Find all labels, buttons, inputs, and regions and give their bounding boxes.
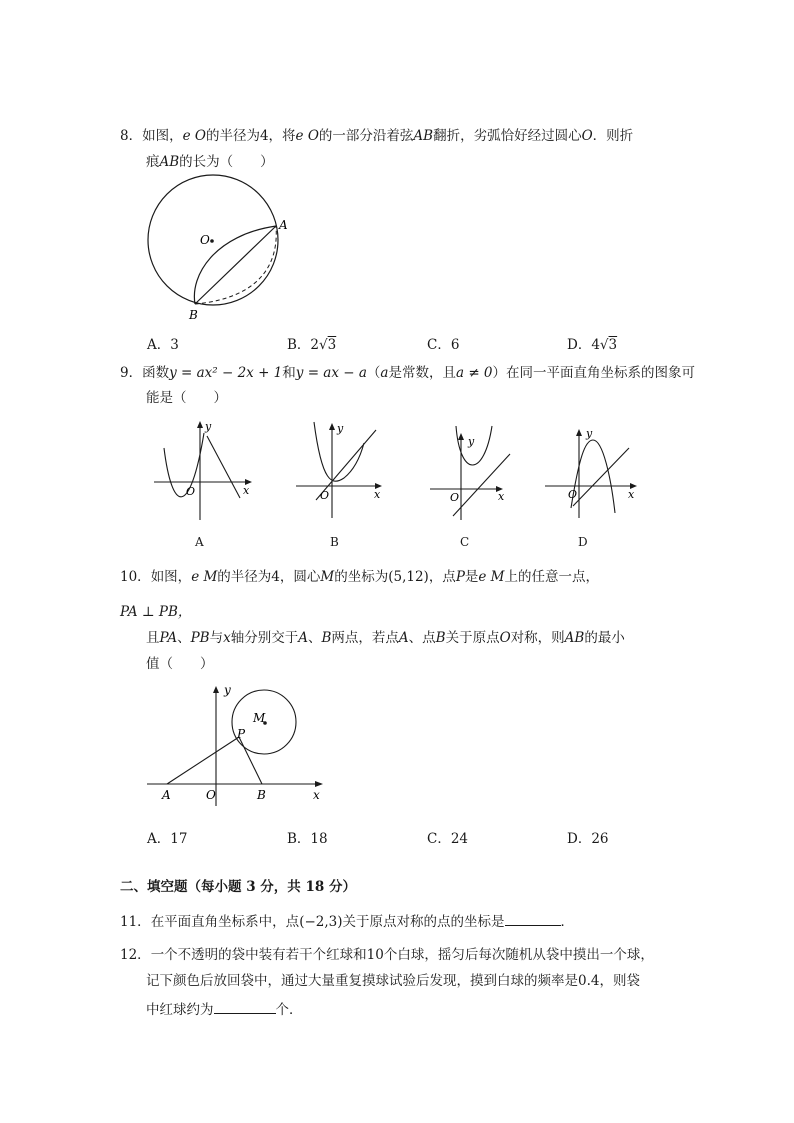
svg-text:O: O	[206, 788, 216, 802]
q10-choice-c[interactable]: C．24	[427, 831, 469, 847]
svg-text:y: y	[337, 422, 344, 435]
svg-text:A: A	[162, 788, 171, 802]
q10-choice-b[interactable]: B．18	[287, 831, 328, 847]
svg-text:x: x	[628, 488, 635, 501]
q9-line1: 9．函数y = ax² − 2x + 1和y = ax − a（a是常数，且a ≠ 0）在同一平面直角坐标系的图象可	[120, 365, 696, 381]
q9-label-c: C	[460, 535, 470, 549]
q8-choice-d[interactable]: D．4√3	[567, 337, 618, 353]
q8-number: 8．	[120, 128, 143, 144]
q10-line3: 且PA、PB与x轴分别交于A、B两点，若点A、点B关于原点O对称，则AB的最小	[146, 630, 625, 646]
svg-text:y: y	[205, 420, 212, 433]
q9-graph-a[interactable]	[152, 418, 254, 522]
q10-choice-a[interactable]: A．17	[147, 831, 188, 847]
q8-line1: 8．如图，e O的半径为4，将e O的一部分沿着弦AB翻折，劣弧恰好经过圆心O．则折	[120, 128, 634, 144]
svg-text:x: x	[243, 484, 250, 497]
q10-segment-pa	[167, 737, 239, 784]
q10-choice-d[interactable]: D．26	[567, 831, 609, 847]
svg-text:O: O	[320, 489, 330, 502]
q9-line2: 能是（ ）	[146, 390, 227, 406]
q8-line2: 痕AB的长为（ ）	[146, 154, 274, 170]
sqrt-icon: √3	[599, 337, 618, 353]
q8-figure	[140, 180, 300, 325]
svg-text:y: y	[224, 683, 231, 697]
q9-graph-c[interactable]	[428, 418, 530, 522]
svg-text:y: y	[586, 427, 593, 440]
q10-line1: 10．如图，e M的半径为4，圆心M的坐标为(5,12)，点P是e M上的任意一点，	[120, 569, 600, 585]
q8-center-dot	[210, 239, 214, 243]
q12-line3: 中红球约为 个．	[146, 999, 303, 1019]
q8-choice-c[interactable]: C．6	[427, 337, 460, 353]
q10-figure	[145, 680, 330, 808]
q8-label-a: A	[279, 218, 288, 232]
q10-number: 10．	[120, 569, 151, 585]
svg-text:O: O	[186, 485, 196, 498]
q12-number: 12．	[120, 947, 151, 963]
q12-line1: 12．一个不透明的袋中装有若干个红球和10个白球，摇匀后每次随机从袋中摸出一个球，	[120, 947, 654, 963]
q11-answer-blank[interactable]	[505, 911, 561, 926]
q9-label-d: D	[578, 535, 588, 549]
sqrt-icon: √3	[319, 337, 337, 353]
svg-text:O: O	[450, 491, 460, 504]
q10-segment-pb	[239, 737, 262, 784]
q9-label-b: B	[330, 535, 339, 549]
svg-text:O: O	[568, 488, 578, 501]
q9-number: 9．	[120, 365, 143, 381]
svg-text:x: x	[498, 490, 505, 503]
svg-text:P: P	[237, 727, 246, 741]
q8-label-o: O	[200, 233, 210, 247]
q8-label-b: B	[189, 308, 198, 322]
svg-text:M: M	[253, 711, 266, 725]
q11-line1: 11．在平面直角坐标系中，点(−2,3)关于原点对称的点的坐标是 ．	[120, 911, 574, 931]
q8-choice-b[interactable]: B．2√3	[287, 337, 337, 353]
section-2-title: 二、填空题（每小题 3 分，共 18 分）	[120, 879, 356, 895]
q8-choice-a[interactable]: A．3	[147, 337, 179, 353]
q12-answer-blank[interactable]	[214, 999, 276, 1014]
svg-text:B: B	[257, 788, 266, 802]
q9-graph-d[interactable]	[543, 418, 645, 522]
q11-number: 11．	[120, 914, 151, 930]
q12-line2: 记下颜色后放回袋中，通过大量重复摸球试验后发现，摸到白球的频率是0.4，则袋	[146, 973, 640, 989]
q10-line2: PA ⊥ PB，	[120, 604, 192, 620]
q9-graph-b[interactable]	[294, 418, 396, 522]
q10-line4: 值（ ）	[146, 656, 214, 672]
svg-text:x: x	[374, 488, 381, 501]
svg-text:x: x	[313, 788, 320, 802]
q9-label-a: A	[195, 535, 204, 549]
svg-text:y: y	[468, 435, 475, 448]
